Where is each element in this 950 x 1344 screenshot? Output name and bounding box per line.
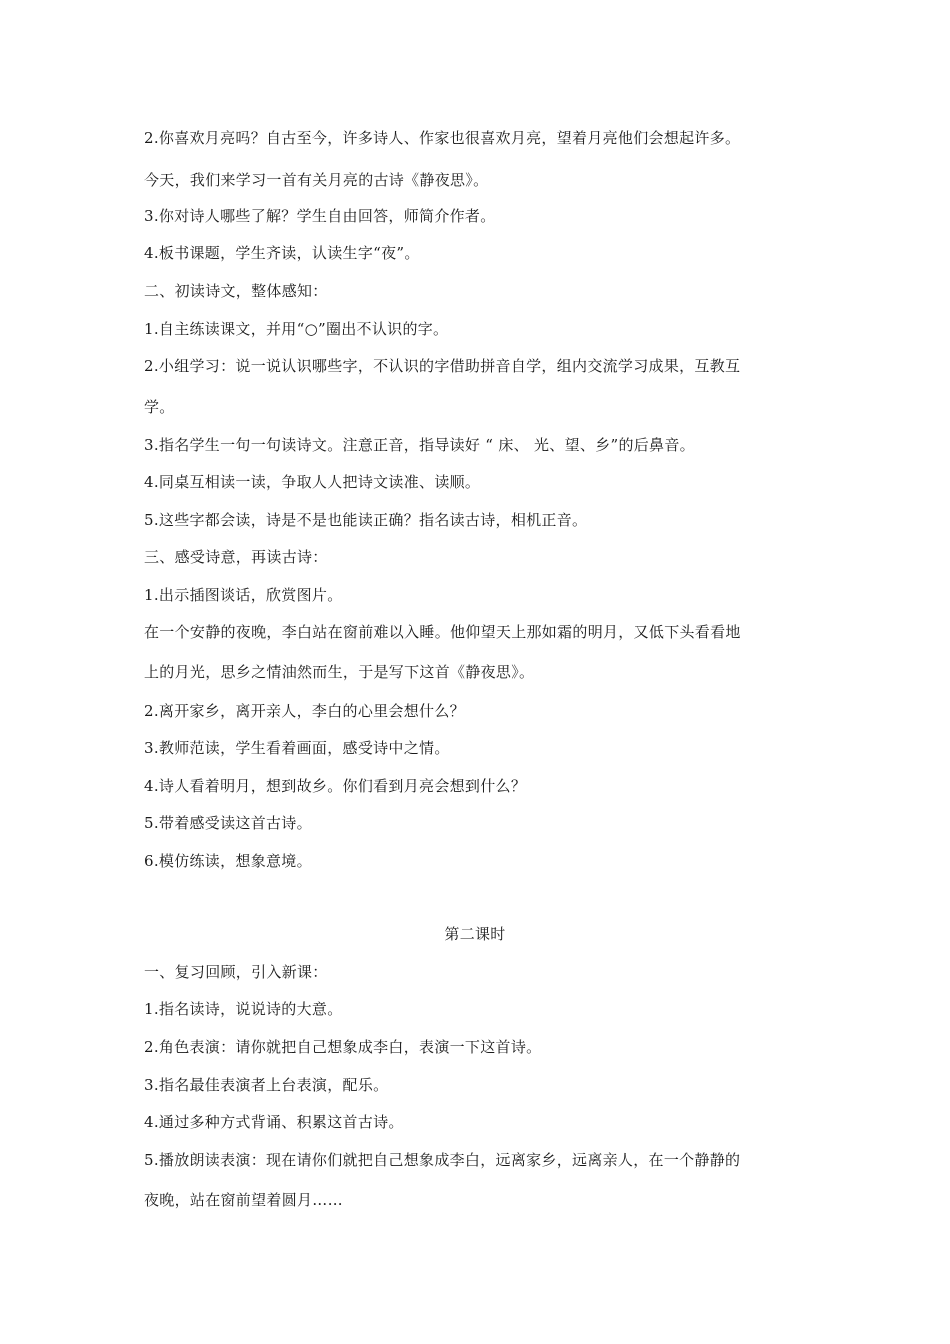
text-line: 2.角色表演：请你就把自己想象成李白，表演一下这首诗。 — [144, 1038, 542, 1056]
text-line: 3.指名学生一句一句读诗文。注意正音，指导读好 “ 床、 光、望、乡”的后鼻音。 — [144, 436, 695, 454]
text-line: 4.同桌互相读一读，争取人人把诗文读准、读顺。 — [144, 473, 481, 491]
text-line: 1.自主练读课文，并用“○”圈出不认识的字。 — [144, 320, 449, 338]
text-line: 1.出示插图谈话，欣赏图片。 — [144, 586, 343, 604]
text-line: 3.指名最佳表演者上台表演，配乐。 — [144, 1076, 389, 1094]
section-heading: 三、感受诗意，再读古诗： — [144, 548, 328, 566]
section-heading: 一、复习回顾，引入新课： — [144, 963, 328, 981]
text-line: 5.这些字都会读，诗是不是也能读正确？指名读古诗，相机正音。 — [144, 511, 588, 529]
section-heading: 二、初读诗文，整体感知： — [144, 282, 328, 300]
text-line: 在一个安静的夜晚，李白站在窗前难以入睡。他仰望天上那如霜的明月，又低下头看看地 — [144, 623, 741, 641]
text-line: 2.小组学习：说一说认识哪些字，不认识的字借助拼音自学，组内交流学习成果，互教互 — [144, 357, 741, 375]
text-line: 4.诗人看着明月，想到故乡。你们看到月亮会想到什么？ — [144, 777, 527, 795]
text-line: 5.带着感受读这首古诗。 — [144, 814, 312, 832]
text-line: 夜晚，站在窗前望着圆月…… — [144, 1191, 343, 1209]
text-line: 1.指名读诗，说说诗的大意。 — [144, 1000, 343, 1018]
text-line: 3.你对诗人哪些了解？学生自由回答，师简介作者。 — [144, 207, 496, 225]
text-line: 4.板书课题，学生齐读，认读生字“夜”。 — [144, 244, 420, 262]
text-line: 今天，我们来学习一首有关月亮的古诗《静夜思》。 — [144, 171, 489, 189]
text-line: 6.模仿练读，想象意境。 — [144, 852, 312, 870]
text-line: 学。 — [144, 398, 175, 416]
text-line: 2.你喜欢月亮吗？自古至今，许多诗人、作家也很喜欢月亮，望着月亮他们会想起许多。 — [144, 129, 741, 147]
section-title: 第二课时 — [444, 925, 506, 943]
text-line: 5.播放朗读表演：现在请你们就把自己想象成李白，远离家乡，远离亲人，在一个静静的 — [144, 1151, 741, 1169]
text-line: 上的月光，思乡之情油然而生，于是写下这首《静夜思》。 — [144, 663, 535, 681]
text-line: 3.教师范读，学生看着画面，感受诗中之情。 — [144, 739, 450, 757]
text-line: 4.通过多种方式背诵、积累这首古诗。 — [144, 1113, 404, 1131]
text-line: 2.离开家乡，离开亲人，李白的心里会想什么？ — [144, 702, 465, 720]
